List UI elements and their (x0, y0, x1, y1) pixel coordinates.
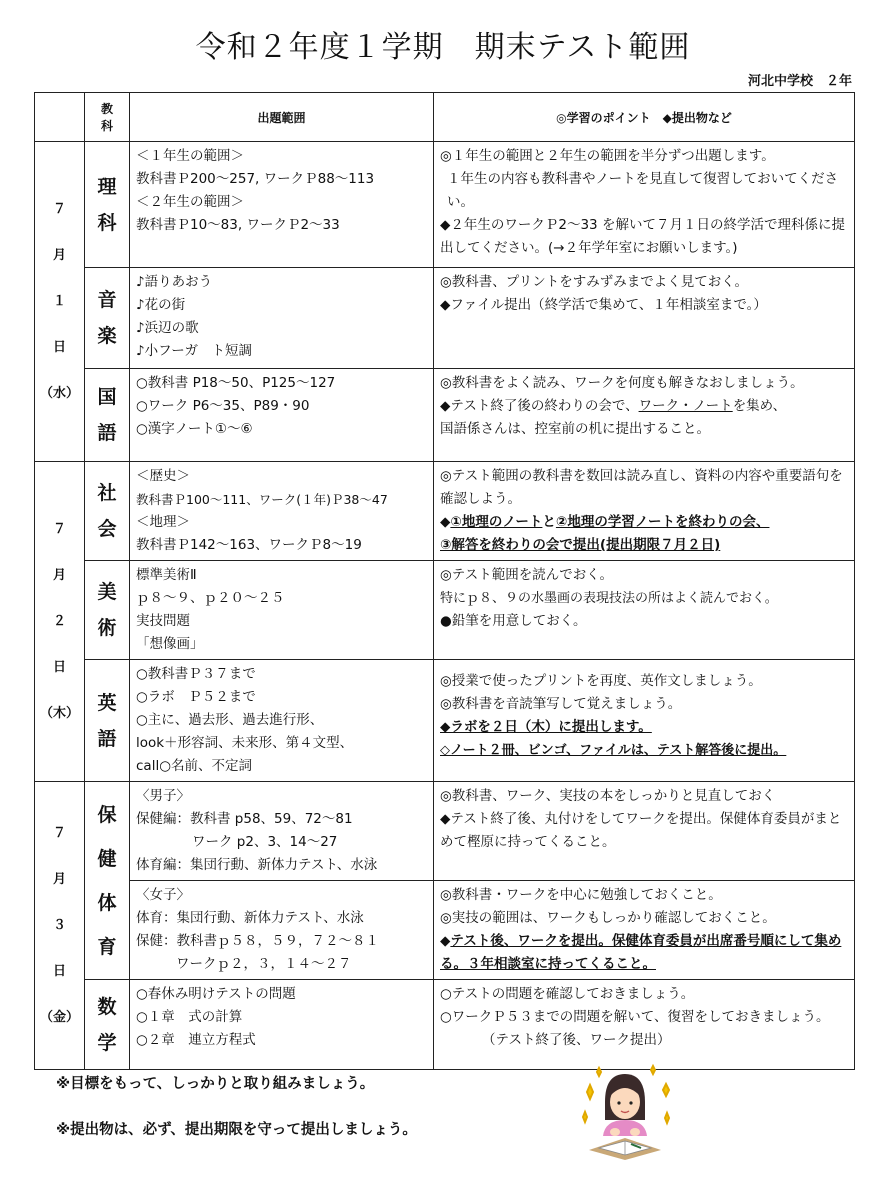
range-line: 保健：教科書ｐ５８，５９，７２～８１ (136, 933, 379, 949)
range-line: ○春休み明けテストの問題 (136, 986, 296, 1002)
row-eigo (35, 660, 855, 782)
subject-char: 育 (97, 935, 117, 958)
subject-sugaku (85, 980, 130, 1070)
subject-char: 体 (97, 891, 117, 914)
range-line: 保健編：教科書 p58、59、72～81 (136, 811, 353, 827)
point-line: ◎教科書・ワークを中心に勉強しておくこと。 (440, 887, 722, 903)
range-line: 教科書Ｐ100～111、ワーク(１年)Ｐ38～47 (136, 492, 388, 507)
footer-note-1: ※目標をもって、しっかりと取り組みましょう。 (56, 1076, 375, 1092)
point-line: ◇ノート２冊、ビンゴ、ファイルは、テスト解答後に提出。 (440, 743, 787, 758)
range-rika (130, 142, 434, 268)
subject-bijutsu (85, 561, 130, 660)
subject-char: 語 (97, 422, 117, 444)
range-line: ○ワーク P6～35、P89・90 (136, 398, 310, 414)
date-char: 月 (52, 567, 66, 583)
point-line: 国語係さんは、控室前の机に提出すること。 (440, 421, 710, 437)
points-bijutsu (434, 561, 855, 660)
row-sugaku (35, 980, 855, 1070)
row-rika (35, 142, 855, 268)
range-line: 〈男子〉 (136, 788, 190, 804)
point-text-underlined: ②地理の学習ノートを終わりの会、 (555, 514, 770, 530)
header-date (35, 93, 85, 142)
subject-char: 科 (97, 211, 117, 234)
range-line: ＜地理＞ (136, 514, 190, 530)
point-line: ○テストの問題を確認しておきましょう。 (440, 986, 695, 1002)
range-line: look＋形容詞、未来形、第４文型、 (136, 735, 354, 751)
range-line: ○漢字ノート①～⑥ (136, 421, 253, 437)
date-char: １ (52, 293, 66, 309)
point-text-underlined: ワーク・ノート (638, 398, 733, 414)
point-line: ◆２年生のワークＰ2～33 を解いて７月１日の終学活で理科係に提出してください。(→２年学年室にお願いします。) (440, 217, 845, 256)
range-line: ○教科書Ｐ３７まで (136, 666, 256, 682)
subject-char: 美 (97, 581, 117, 603)
point-line: ●鉛筆を用意しておく。 (440, 613, 587, 629)
point-line: １年生の内容も教科書やノートを見直して復習しておいてください。 (447, 171, 839, 210)
range-line: 「想像画」 (136, 636, 204, 652)
range-line: 実技問題 (136, 613, 190, 629)
point-line: （テスト終了後、ワーク提出） (482, 1032, 671, 1048)
header-subject-char: 科 (100, 119, 113, 133)
range-line: ○教科書 P18～50、P125～127 (136, 375, 336, 391)
range-line: ♪浜辺の歌 (136, 320, 199, 336)
date-char: 日 (52, 339, 66, 355)
range-line: 教科書Ｐ10～83, ワークＰ2～33 (136, 217, 340, 233)
range-line: 〈女子〉 (136, 887, 190, 903)
subject-rika (85, 142, 130, 268)
point-line: ◎教科書、ワーク、実技の本をしっかりと見直しておく (440, 788, 776, 804)
range-line: ＜２年生の範囲＞ (136, 194, 244, 210)
header-points: ◎学習のポイント ◆提出物など (434, 93, 855, 142)
subject-shakai (85, 462, 130, 561)
points-kokugo (434, 369, 855, 462)
range-line: ○主に、過去形、過去進行形、 (136, 712, 324, 728)
row-hoken-boys (35, 782, 855, 881)
row-bijutsu (35, 561, 855, 660)
point-line: ◎教科書を音読筆写して覚えましょう。 (440, 696, 682, 712)
row-ongaku (35, 268, 855, 369)
points-hoken-boys (434, 782, 855, 881)
subject-char: 会 (97, 518, 117, 540)
point-text: ◆ (440, 514, 451, 530)
points-ongaku (434, 268, 855, 369)
page-title: 令和２年度１学期 期末テスト範囲 (195, 30, 691, 65)
date-char: （水） (39, 385, 79, 401)
range-line: ○１章 式の計算 (136, 1009, 243, 1025)
subject-char: 術 (97, 617, 117, 639)
points-shakai (434, 462, 855, 561)
point-line (440, 930, 849, 976)
header-subject (85, 93, 130, 142)
points-eigo (434, 660, 855, 782)
subject-char: 学 (97, 1031, 117, 1054)
date-day3 (35, 782, 85, 1070)
point-line: ◎教科書をよく読み、ワークを何度も解きなおしましょう。 (440, 375, 804, 391)
range-line: ＜歴史＞ (136, 468, 190, 484)
date-char: 日 (52, 963, 66, 979)
point-line: 特にｐ８、９の水墨画の表現技法の所はよく読んでおく。 (440, 591, 778, 606)
date-char: 月 (52, 247, 66, 263)
range-bijutsu (130, 561, 434, 660)
points-rika (434, 142, 855, 268)
point-line: ◎授業で使ったプリントを再度、英作文しましょう。 (440, 673, 762, 689)
range-kokugo (130, 369, 434, 462)
point-line: ◎テスト範囲の教科書を数回は読み直し、資料の内容や重要語句を確認しよう。 (440, 468, 843, 507)
subject-char: 楽 (97, 325, 117, 347)
subject-eigo (85, 660, 130, 782)
subject-char: 保 (97, 803, 117, 826)
date-char: （木） (39, 705, 79, 721)
date-char: 日 (52, 659, 66, 675)
subject-char: 理 (97, 175, 117, 198)
date-char: ７ (52, 201, 66, 217)
subject-char: 英 (97, 691, 117, 714)
date-char: ３ (52, 917, 66, 933)
point-text-underlined: テスト後、ワークを提出。保健体育委員が出席番号順にして集める。３年相談室に持ってくること。 (440, 933, 842, 972)
range-hoken-boys (130, 782, 434, 881)
point-line: ◎実技の範囲は、ワークもしっかり確認しておくこと。 (440, 910, 776, 926)
range-line: 体育編：集団行動、新体力テスト、水泳 (136, 857, 378, 873)
point-line: ◆ファイル提出（終学活で集めて、１年相談室まで。） (440, 297, 767, 313)
point-line: ◆ラボを２日（木）に提出します。 (440, 719, 652, 735)
range-line: ○２章 連立方程式 (136, 1032, 256, 1048)
range-line: 教科書Ｐ200～257, ワークＰ88～113 (136, 171, 375, 187)
range-line: ♪小フーガ ト短調 (136, 343, 252, 359)
subject-char: 数 (97, 995, 117, 1018)
points-hoken-girls (434, 881, 855, 980)
range-line: ワーク p2、3、14～27 (192, 834, 338, 850)
subject-char: 音 (97, 289, 117, 311)
header-row (35, 93, 855, 142)
point-line: ◎教科書、プリントをすみずみまでよく見ておく。 (440, 274, 748, 290)
header-range: 出題範囲 (130, 93, 434, 142)
point-text: を集め、 (732, 398, 787, 414)
date-char: ７ (52, 521, 66, 537)
date-day1 (35, 142, 85, 462)
subject-char: 社 (97, 482, 117, 504)
range-line: 体育：集団行動、新体力テスト、水泳 (136, 910, 364, 926)
points-sugaku (434, 980, 855, 1070)
point-line (440, 511, 849, 534)
point-line: ◎テスト範囲を読んでおく。 (440, 567, 613, 583)
subject-hoken (85, 782, 130, 980)
range-eigo (130, 660, 434, 782)
date-char: 月 (52, 871, 66, 887)
range-shakai (130, 462, 434, 561)
range-sugaku (130, 980, 434, 1070)
point-text: ◆ (440, 933, 451, 949)
header-subject-char: 教 (100, 102, 113, 116)
point-line: ◆テスト終了後、丸付けをしてワークを提出。保健体育委員がまとめて樫原に持ってくること。 (440, 811, 842, 850)
range-line: ＜１年生の範囲＞ (136, 148, 244, 164)
subject-ongaku (85, 268, 130, 369)
subject-char: 語 (97, 727, 117, 750)
point-line: ③解答を終わりの会で提出(提出期限７月２日) (440, 537, 721, 553)
range-line: ○ラボ Ｐ５２まで (136, 689, 256, 705)
studying-girl-illustration (575, 1062, 675, 1162)
range-line: call○名前、不定詞 (136, 758, 252, 774)
range-line: 標準美術Ⅱ (136, 567, 197, 583)
point-text: ◆テスト終了後の終わりの会で、 (440, 398, 639, 414)
school-name: 河北中学校 ２年 (747, 74, 852, 89)
footer-note-2: ※提出物は、必ず、提出期限を守って提出しましょう。 (56, 1122, 417, 1138)
date-char: （金） (39, 1009, 79, 1025)
date-char: ７ (52, 825, 66, 841)
range-line: ワークｐ２，３，１４～２７ (176, 956, 352, 972)
point-line: ◎１年生の範囲と２年生の範囲を半分ずつ出題します。 (440, 148, 775, 164)
subject-char: 健 (97, 847, 117, 870)
row-shakai (35, 462, 855, 561)
range-ongaku (130, 268, 434, 369)
subject-char: 国 (97, 386, 117, 408)
date-char: ２ (52, 613, 66, 629)
point-text: と (542, 514, 556, 530)
point-line (440, 395, 849, 418)
range-line: ♪語りあおう (136, 274, 213, 290)
range-line: ♪花の街 (136, 297, 186, 313)
range-line: ｐ８～９、ｐ２０～２５ (136, 590, 285, 606)
range-line: 教科書Ｐ142～163、ワークＰ8～19 (136, 537, 362, 553)
point-line: ○ワークＰ５３までの問題を解いて、復習をしておきましょう。 (440, 1009, 830, 1025)
point-text-underlined: ①地理のノート (450, 514, 543, 530)
row-kokugo (35, 369, 855, 462)
test-range-table (34, 92, 855, 1070)
row-hoken-girls (35, 881, 855, 980)
subject-kokugo (85, 369, 130, 462)
date-day2 (35, 462, 85, 782)
range-hoken-girls (130, 881, 434, 980)
